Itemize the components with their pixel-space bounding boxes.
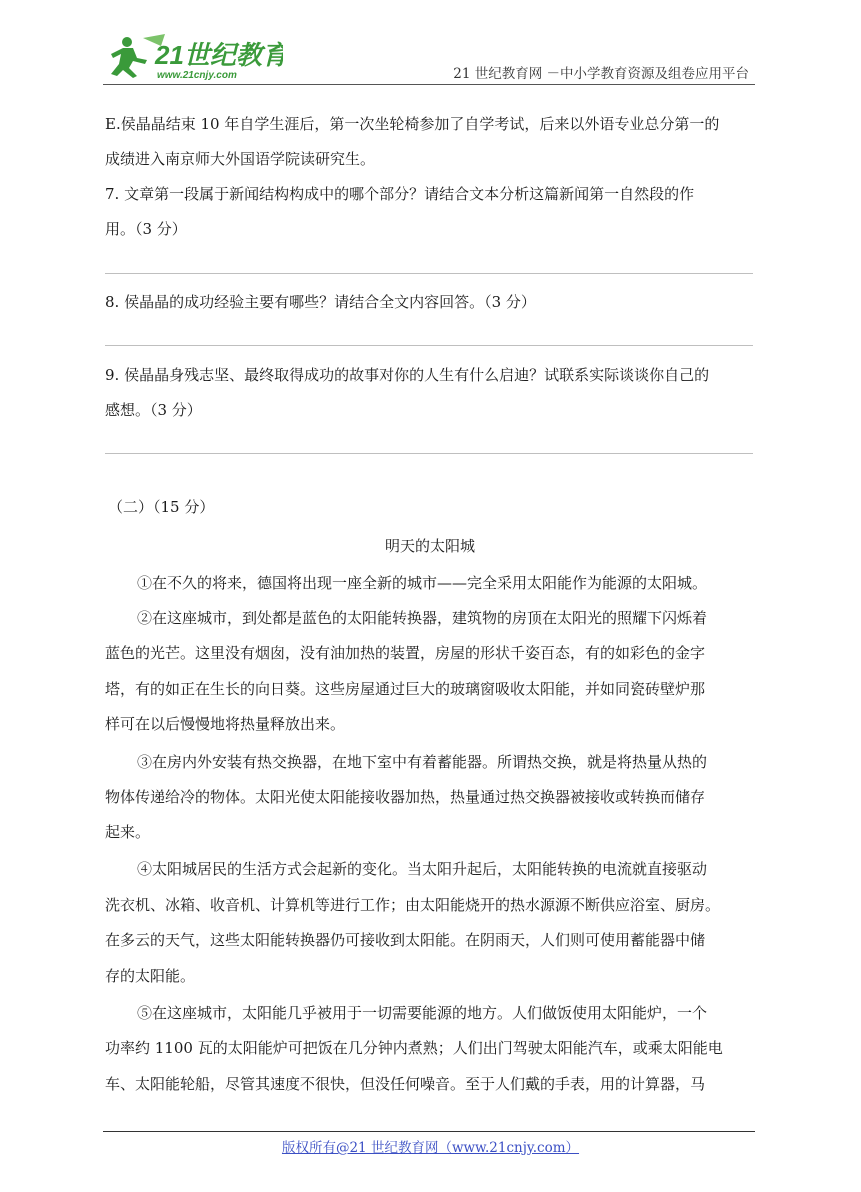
- question-9-line-1: 9. 侯晶晶身残志坚、最终取得成功的故事对你的人生有什么启迪？试联系实际谈谈你自己的: [105, 366, 710, 384]
- answer-line-q7: [105, 273, 753, 274]
- logo-url: www.21cnjy.com: [157, 70, 237, 81]
- question-7-line-1: 7. 文章第一段属于新闻结构构成中的哪个部分？请结合文本分析这篇新闻第一自然段的作: [105, 185, 695, 203]
- paragraph-5-line-3: 车、太阳能轮船，尽管其速度不很快，但没任何噪音。至于人们戴的手表，用的计算器，马: [105, 1075, 706, 1093]
- footer-divider: [103, 1131, 755, 1132]
- paragraph-2-line-2: 蓝色的光芒。这里没有烟囱，没有油加热的装置，房屋的形状千姿百态，有的如彩色的金字: [105, 644, 706, 662]
- article-title: 明天的太阳城: [384, 537, 475, 555]
- section-label: （二）（15 分）: [108, 498, 215, 516]
- paragraph-3-line-1: ③在房内外安装有热交换器，在地下室中有着蓄能器。所谓热交换，就是将热量从热的: [137, 753, 708, 771]
- option-e-line-1: E.侯晶晶结束 10 年自学生涯后，第一次坐轮椅参加了自学考试，后来以外语专业总分第一的: [105, 115, 720, 133]
- paragraph-5-line-1: ⑤在这座城市，太阳能几乎被用于一切需要能源的地方。人们做饭使用太阳能炉，一个: [137, 1004, 708, 1022]
- option-e-line-2: 成绩进入南京师大外国语学院读研究生。: [105, 150, 376, 168]
- paragraph-2-line-3: 塔，有的如正在生长的向日葵。这些房屋通过巨大的玻璃窗吸收太阳能，并如同瓷砖壁炉那: [105, 680, 706, 698]
- question-9-line-2: 感想。（3 分）: [105, 401, 202, 419]
- paragraph-2-line-1: ②在这座城市，到处都是蓝色的太阳能转换器，建筑物的房顶在太阳光的照耀下闪烁着: [137, 609, 708, 627]
- answer-line-q9: [105, 453, 753, 454]
- paragraph-4-line-1: ④太阳城居民的生活方式会起新的变化。当太阳升起后，太阳能转换的电流就直接驱动: [137, 860, 708, 878]
- header-site-text: 21 世纪教育网 －中小学教育资源及组卷应用平台: [453, 66, 749, 82]
- paragraph-4-line-2: 洗衣机、冰箱、收音机、计算机等进行工作；由太阳能烧开的热水源源不断供应浴室、厨房。: [105, 896, 721, 914]
- footer-copyright-link[interactable]: 版权所有@21 世纪教育网（www.21cnjy.com）: [281, 1140, 580, 1156]
- paragraph-3-line-3: 起来。: [105, 823, 151, 841]
- runner-logo-icon: [103, 30, 283, 82]
- question-7-line-2: 用。（3 分）: [105, 220, 187, 238]
- logo-text: 21世纪教育: [155, 40, 283, 70]
- question-8-line-1: 8. 侯晶晶的成功经验主要有哪些？请结合全文内容回答。（3 分）: [105, 293, 536, 311]
- answer-line-q8: [105, 345, 753, 346]
- paragraph-3-line-2: 物体传递给冷的物体。太阳光使太阳能接收器加热，热量通过热交换器被接收或转换而储存: [105, 788, 706, 806]
- paragraph-4-line-4: 存的太阳能。: [105, 967, 196, 985]
- header-divider: [103, 84, 755, 85]
- site-logo[interactable]: [103, 30, 283, 82]
- paragraph-1-line-1: ①在不久的将来，德国将出现一座全新的城市——完全采用太阳能作为能源的太阳城。: [137, 574, 708, 592]
- paragraph-2-line-4: 样可在以后慢慢地将热量释放出来。: [105, 715, 346, 733]
- paragraph-5-line-2: 功率约 1100 瓦的太阳能炉可把饭在几分钟内煮熟；人们出门驾驶太阳能汽车，或乘太阳能电: [105, 1039, 723, 1057]
- paragraph-4-line-3: 在多云的天气，这些太阳能转换器仍可接收到太阳能。在阴雨天，人们则可使用蓄能器中储: [105, 931, 706, 949]
